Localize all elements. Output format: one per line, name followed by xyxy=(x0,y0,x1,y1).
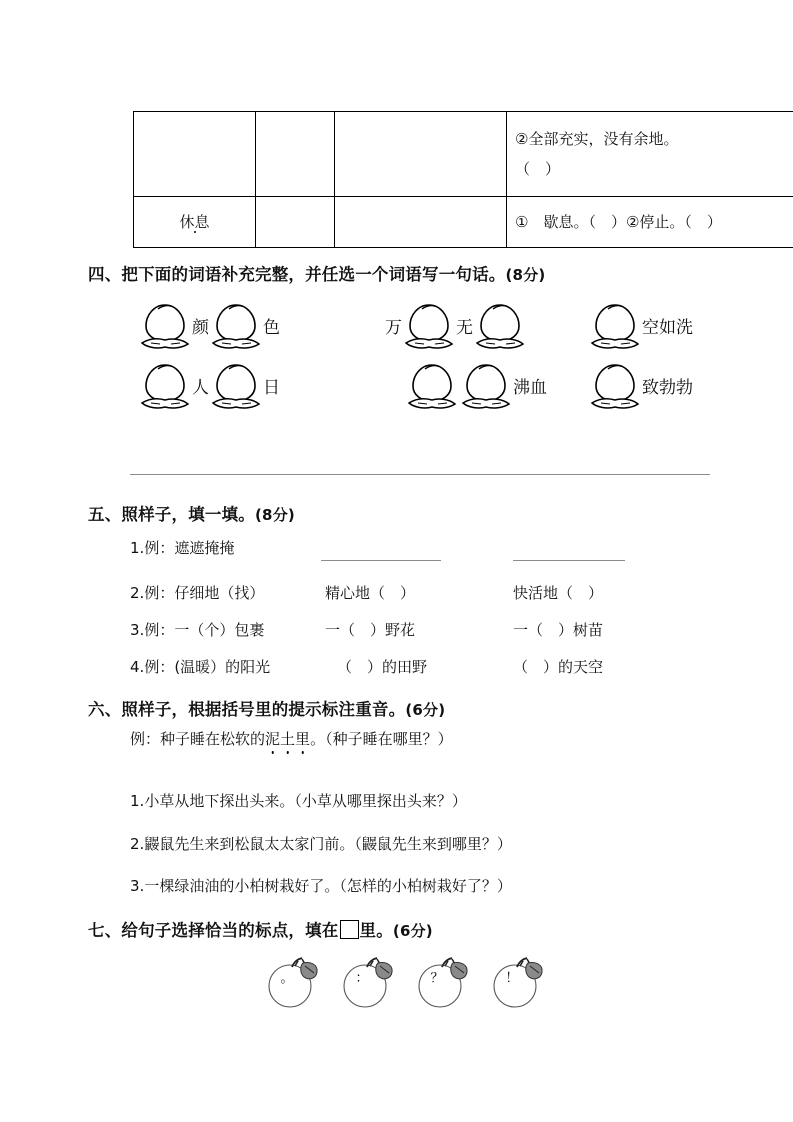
idiom-char: 万 xyxy=(385,317,402,338)
idiom-char: 日 xyxy=(263,377,280,398)
apple-punctuation-mark: ！ xyxy=(505,971,519,986)
definition-line: ②全部充实，没有余地。 xyxy=(515,129,679,148)
table-cell-pinyin xyxy=(256,112,335,197)
example-emphasis-char: 泥 xyxy=(265,730,281,748)
apple-option-question[interactable] xyxy=(415,955,473,1011)
peach-icon xyxy=(402,299,456,351)
apple-option-exclamation[interactable] xyxy=(490,955,548,1011)
item-text: 小草从地下探出头来。（小草从哪里探出头来？） xyxy=(144,792,467,810)
idiom-row-2-group-1[interactable] xyxy=(138,357,280,413)
item-number: 4. xyxy=(130,658,145,676)
section-6-item-2[interactable] xyxy=(130,835,512,855)
peach-icon xyxy=(459,359,513,411)
apple-option-period[interactable] xyxy=(265,955,323,1011)
definition-line[interactable]: ① 歇息。（ ）②停止。（ ） xyxy=(515,212,722,231)
peach-icon xyxy=(588,299,642,351)
item-text: 鼹鼠先生来到松鼠太太家门前。（鼹鼠先生来到哪里？） xyxy=(144,835,512,853)
section-6-heading xyxy=(88,696,445,720)
idiom-char: 颜 xyxy=(192,317,209,338)
table-cell-definition xyxy=(507,112,793,197)
section-5-item-4 xyxy=(130,658,270,678)
section-7-title-after: 里。 xyxy=(359,921,393,940)
sentence-writing-line[interactable] xyxy=(130,474,710,475)
idiom-char: 沸血 xyxy=(513,377,547,398)
item-number: 3. xyxy=(130,877,145,895)
item-example: 例：仔细地（找） xyxy=(144,584,265,602)
peach-icon xyxy=(405,359,459,411)
section-5-item-1 xyxy=(130,539,234,559)
item-number: 2. xyxy=(130,584,145,602)
section-6-item-1[interactable] xyxy=(130,792,467,812)
section-7-points: (6分) xyxy=(392,922,433,940)
item-number: 1. xyxy=(130,792,145,810)
section-7-title-before: 七、给句子选择恰当的标点，填在 xyxy=(88,921,339,940)
example-emphasis-char: 土 xyxy=(280,730,296,748)
table-cell-middle xyxy=(335,197,507,248)
idiom-char: 空如洗 xyxy=(642,317,693,338)
peach-icon xyxy=(209,299,263,351)
idiom-char: 人 xyxy=(192,377,209,398)
section-6-example xyxy=(130,730,453,750)
idiom-row-2-group-2[interactable] xyxy=(405,357,547,413)
idiom-row-1-group-1[interactable] xyxy=(138,297,280,353)
punctuation-apple-row xyxy=(265,955,548,1011)
peach-icon xyxy=(138,359,192,411)
section-5-item-2 xyxy=(130,584,264,604)
table-row xyxy=(134,197,793,248)
apple-punctuation-mark: ： xyxy=(355,971,369,986)
idiom-char: 无 xyxy=(456,317,473,338)
idiom-row-1-group-3[interactable] xyxy=(588,297,693,353)
table-row xyxy=(134,112,793,197)
section-4-points: (8分) xyxy=(505,266,546,284)
table-cell-word: 休息 xyxy=(134,197,256,248)
table-cell-definition xyxy=(507,197,793,248)
table-cell-middle xyxy=(335,112,507,197)
idiom-char: 致勃勃 xyxy=(642,377,693,398)
section-5-item-3 xyxy=(130,621,264,641)
section-5-points: (8分) xyxy=(255,506,295,524)
section-5-item-1-blank-1[interactable] xyxy=(321,560,441,561)
example-emphasis-char: 里 xyxy=(295,730,311,748)
item-text: 一棵绿油油的小柏树栽好了。（怎样的小柏树栽好了？） xyxy=(144,877,512,895)
idiom-row-2-group-3[interactable] xyxy=(588,357,693,413)
section-4-title: 四、把下面的词语补充完整，并任选一个词语写一句话。 xyxy=(88,265,506,284)
section-5-heading xyxy=(88,501,295,525)
item-example: 例：遮遮掩掩 xyxy=(144,539,235,557)
example-lead: 例：种子睡在松软的 xyxy=(130,730,266,748)
apple-punctuation-mark: 。 xyxy=(280,971,294,986)
item-example: 例：(温暖）的阳光 xyxy=(144,658,271,676)
item-number: 1. xyxy=(130,539,145,557)
apple-option-colon[interactable] xyxy=(340,955,398,1011)
item-number: 2. xyxy=(130,835,145,853)
punctuation-answer-box[interactable] xyxy=(340,920,359,939)
section-6-item-3[interactable] xyxy=(130,877,512,897)
table-cell-pinyin xyxy=(256,197,335,248)
section-6-points: (6分) xyxy=(405,701,446,719)
definition-answer-blank[interactable]: （ ） xyxy=(515,160,561,178)
section-5-item-1-blank-2[interactable] xyxy=(513,560,625,561)
idiom-row-1-group-2[interactable] xyxy=(385,297,527,353)
peach-icon xyxy=(588,359,642,411)
section-5-item-4-answer-1[interactable]: （ ）的田野 xyxy=(337,658,428,676)
section-5-item-3-answer-2[interactable]: 一（ ）树苗 xyxy=(513,621,604,639)
section-5-title: 五、照样子，填一填。 xyxy=(88,505,255,524)
example-tail: 。（种子睡在哪里？） xyxy=(310,730,453,748)
idiom-char: 色 xyxy=(263,317,280,338)
vocabulary-table xyxy=(133,111,793,248)
section-7-heading xyxy=(88,917,433,941)
apple-punctuation-mark: ？ xyxy=(430,971,444,986)
item-example: 例：一（个）包裹 xyxy=(144,621,265,639)
item-number: 3. xyxy=(130,621,145,639)
section-5-item-2-answer-2[interactable]: 快活地（ ） xyxy=(513,584,604,602)
section-6-title: 六、照样子，根据括号里的提示标注重音。 xyxy=(88,700,406,719)
peach-icon xyxy=(473,299,527,351)
section-5-item-4-answer-2[interactable]: （ ）的天空 xyxy=(513,658,604,676)
table-cell-word xyxy=(134,112,256,197)
peach-icon xyxy=(209,359,263,411)
section-4-heading xyxy=(88,261,545,285)
peach-icon xyxy=(138,299,192,351)
section-5-item-2-answer-1[interactable]: 精心地（ ） xyxy=(325,584,416,602)
section-5-item-3-answer-1[interactable]: 一（ ）野花 xyxy=(325,621,416,639)
